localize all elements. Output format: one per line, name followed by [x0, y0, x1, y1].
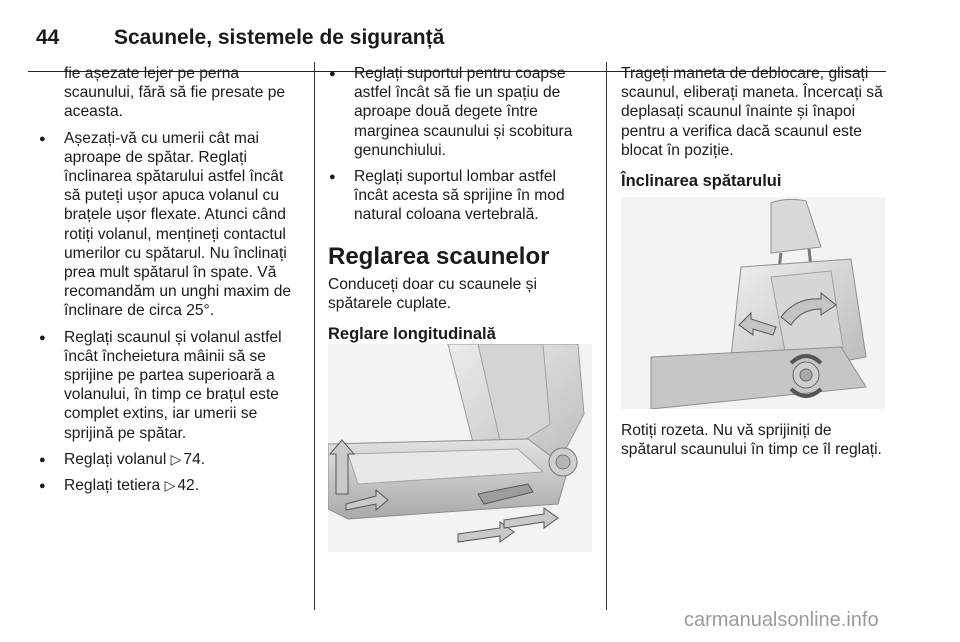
ref-link-headrest[interactable]: 42.	[177, 477, 200, 495]
bullet-lumbar: ● Reglați suportul lombar astfel încât acesta să sprijine în mod natural coloana vertebrală.	[328, 167, 594, 225]
seat-longitudinal-svg	[328, 344, 592, 552]
longitudinal-instructions: Trageți maneta de deblocare, glisați scaunul, eliberați maneta. Încercați să deplasați scaunul înainte și înapoi pentru a verifica dacă scaunul este blocat în poziție.	[621, 65, 883, 159]
column-3	[621, 64, 891, 199]
seat-backrest-svg	[621, 197, 885, 409]
watermark: carmanualsonline.info	[684, 609, 879, 631]
column-divider-1	[314, 62, 315, 610]
page-number: 44	[36, 26, 60, 49]
bullet-headrest-ref	[38, 476, 302, 495]
bullet-steering-ref	[38, 450, 302, 469]
column-2	[328, 64, 594, 352]
page-ref-icon: ▷	[170, 450, 182, 467]
ref-text: Reglați tetiera	[64, 477, 161, 495]
subsection-title-longitudinal: Reglare longitudinală	[328, 325, 496, 344]
bullet-wrist: ● Reglați scaunul și volanul astfel încât încheietura mâinii să se sprijine pe partea superioară a volanului, în timp ce brațul este complet extins, iar umerii se sprijină pe spătar.	[38, 328, 302, 443]
page-ref-icon: ▷	[164, 477, 176, 494]
bullet-shoulders: ● Așezați-vă cu umerii cât mai aproape de spătar. Reglați înclinarea spătarului astfel încât să puteți ușor apuca volanul cu brațele ușor flexate. Atunci când rotiți volanul, mențineți contactul umerilor cu spătarul. Nu înclinați prea mult spătarul în spate. Vă recomandăm un unghi maxim de înclinare de circa 25°.	[38, 129, 302, 321]
subsection-title-backrest: Înclinarea spătarului	[621, 172, 782, 191]
page-title: Scaunele, sistemele de siguranță	[114, 26, 445, 49]
page-header	[28, 22, 886, 50]
column-1	[38, 64, 302, 502]
continued-bullet-text: fie așezate lejer pe perna scaunului, fără să fie presate pe aceasta.	[64, 65, 286, 121]
section-text: Conduceți doar cu scaunele și spătarele cuplate.	[328, 275, 537, 312]
ref-link-steering[interactable]: 74.	[183, 450, 206, 468]
column-divider-2	[606, 62, 607, 610]
bullet-thigh-support: ● Reglați suportul pentru coapse astfel încât să fie un spațiu de aproape două degete între marginea scaunului și scobitura genunchiului.	[328, 64, 594, 160]
section-title: Reglarea scaunelor	[328, 242, 550, 270]
ref-text: Reglați volanul	[64, 450, 167, 468]
seat-longitudinal-illustration	[328, 344, 592, 552]
column-3-bottom	[621, 421, 891, 467]
seat-backrest-illustration	[621, 197, 885, 409]
backrest-instructions: Rotiți rozeta. Nu vă sprijiniți de spătarul scaunului în timp ce îl reglați.	[621, 422, 882, 459]
